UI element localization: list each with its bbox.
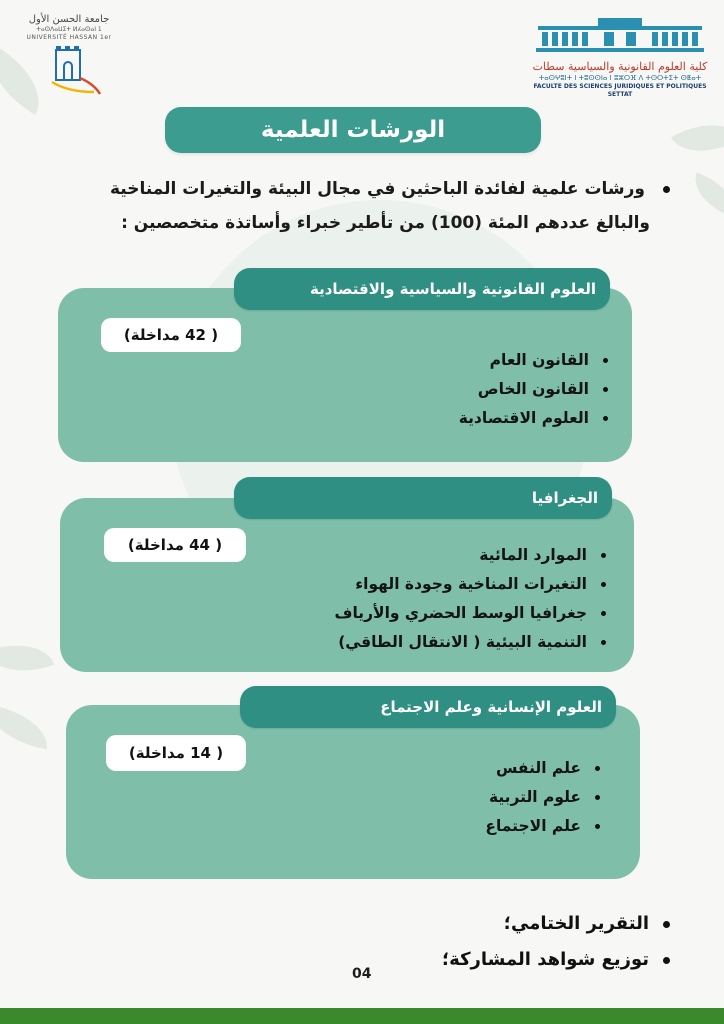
closing-list <box>442 906 670 978</box>
university-logo <box>14 14 124 104</box>
university-name-french: UNIVERSITÉ HASSAN 1er <box>26 34 112 41</box>
list-item: علوم التربية <box>485 783 600 812</box>
bullet-icon <box>603 416 608 421</box>
list-item: التغيرات المناخية وجودة الهواء <box>334 570 606 599</box>
section-list-humanities-sociology <box>485 754 600 841</box>
university-emblem-icon <box>34 44 104 96</box>
faculty-building-icon <box>534 14 706 54</box>
faculty-name-tifinagh: ⵜⴰⵙⵖⵓⵏⵜ ⵏ ⵜⵓⵙⵙⵏⴰ ⵏ ⵓⵣⵔⴼ ⴷ ⵜⵙⵔⵜⵉⵜ ⵙⵟⴰⵜ <box>538 74 702 82</box>
intro-line-2: والبالغ عددهم المئة (100) من تأطير خبراء وأساتذة متخصصين : <box>121 213 650 233</box>
bullet-icon <box>603 358 608 363</box>
list-item: القانون الخاص <box>459 375 608 404</box>
section-header-law-politics-economics: العلوم القانونية والسياسية والاقتصادية <box>234 268 610 310</box>
page-number: 04 <box>352 966 372 982</box>
bullet-icon <box>595 766 600 771</box>
list-item: جغرافيا الوسط الحضري والأرياف <box>334 599 606 628</box>
leaf-decoration-left-bottom <box>0 705 52 750</box>
section-count-geography: ( 44 مداخلة) <box>104 528 246 562</box>
intro-line-1: ورشات علمية لفائدة الباحثين في مجال البيئة والتغيرات المناخية <box>30 172 670 206</box>
section-count-humanities-sociology: ( 14 مداخلة) <box>106 735 246 771</box>
list-item: علم الاجتماع <box>485 812 600 841</box>
list-item: العلوم الاقتصادية <box>459 404 608 433</box>
list-item: التنمية البيئية ( الانتقال الطاقي) <box>334 628 606 657</box>
university-name-arabic: جامعة الحسن الأول <box>28 14 110 25</box>
bullet-icon <box>601 582 606 587</box>
footer-bar <box>0 1008 724 1024</box>
section-header-humanities-sociology: العلوم الإنسانية وعلم الاجتماع <box>240 686 616 728</box>
bullet-icon <box>663 921 670 928</box>
faculty-name-french: FACULTE DES SCIENCES JURIDIQUES ET POLITIQUES SETTAT <box>533 83 707 98</box>
university-name-tifinagh: ⵜⴰⵙⴷⴰⵡⵉⵜ ⵍⵃⴰⵙⴰⵏ 1 <box>36 26 102 33</box>
page-title: الورشات العلمية <box>165 107 541 153</box>
leaf-decoration-right-2 <box>686 172 724 217</box>
intro-paragraph <box>30 172 670 240</box>
list-item: توزيع شواهد المشاركة؛ <box>442 942 670 978</box>
section-count-law-politics-economics: ( 42 مداخلة) <box>101 318 241 352</box>
bullet-icon <box>595 824 600 829</box>
leaf-decoration-right <box>671 107 724 168</box>
faculty-logo <box>530 14 710 100</box>
bullet-icon <box>663 957 670 964</box>
list-item: التقرير الختامي؛ <box>442 906 670 942</box>
section-list-geography <box>334 541 606 657</box>
bullet-icon <box>663 186 670 193</box>
leaf-decoration-left-mid <box>0 631 54 685</box>
bullet-icon <box>601 611 606 616</box>
section-header-geography: الجغرافيا <box>234 477 612 519</box>
faculty-name-arabic: كلية العلوم القانونية والسياسية سطات <box>532 60 708 73</box>
list-item: علم النفس <box>485 754 600 783</box>
bullet-icon <box>601 640 606 645</box>
bullet-icon <box>595 795 600 800</box>
list-item: الموارد المائية <box>334 541 606 570</box>
bullet-icon <box>603 387 608 392</box>
list-item: القانون العام <box>459 346 608 375</box>
bullet-icon <box>601 553 606 558</box>
section-list-law-politics-economics <box>459 346 608 433</box>
